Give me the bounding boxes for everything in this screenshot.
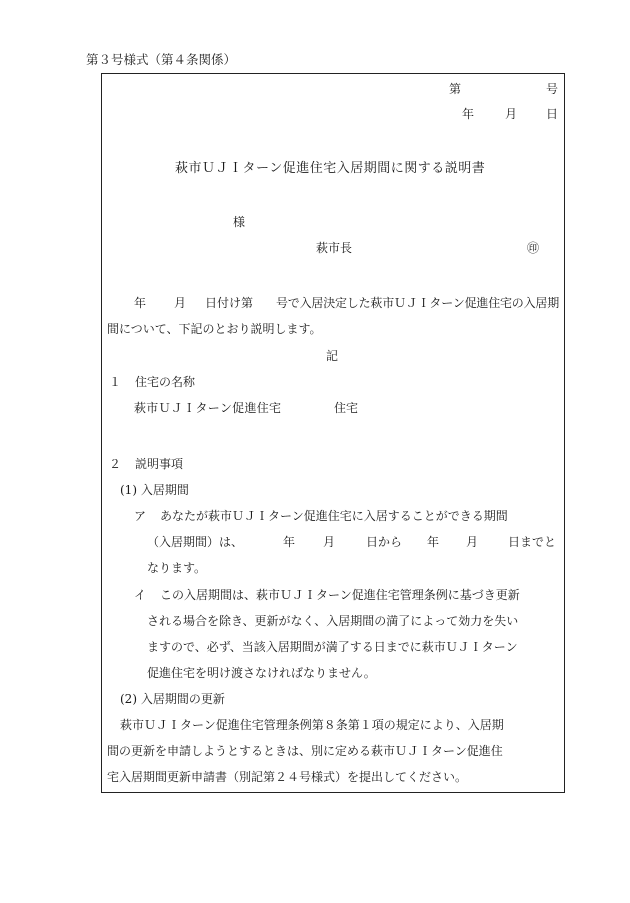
form-label: 第３号様式（第４条関係） — [86, 52, 237, 67]
sub1-label: (1) 入居期間 — [120, 483, 189, 497]
section1-heading: 住宅の名称 — [135, 375, 196, 389]
date-month: 月 — [505, 107, 518, 121]
section1-number: １ — [109, 375, 122, 389]
period-to-month: 月 — [466, 535, 479, 549]
item-a-line3: なります。 — [147, 561, 207, 575]
doc-number-prefix: 第 — [449, 82, 462, 96]
item-a-line2-start: （入居期間）は、 — [147, 535, 244, 549]
date-year: 年 — [462, 107, 475, 121]
addressee-suffix: 様 — [233, 215, 246, 229]
intro-text: 号で入居決定した萩市ＵＪＩターン促進住宅の入居期 — [276, 296, 559, 310]
date-day: 日 — [546, 107, 559, 121]
seal-mark: ㊞ — [527, 241, 540, 255]
item-i-line3: ますので、必ず、当該入居期間が満了する日までに萩市ＵＪＩターン — [147, 640, 518, 654]
document-frame — [101, 73, 565, 793]
renewal-line1: 萩市ＵＪＩターン促進住宅管理条例第８条第１項の規定により、入居期 — [120, 718, 504, 732]
housing-name: 萩市ＵＪＩターン促進住宅 — [134, 401, 282, 415]
renewal-line3: 宅入居期間更新申請書（別記第２４号様式）を提出してください。 — [107, 770, 468, 784]
item-a-line1: あなたが萩市ＵＪＩターン促進住宅に入居することができる期間 — [160, 509, 508, 523]
section2-number: ２ — [109, 457, 122, 471]
document-title: 萩市ＵＪＩターン促進住宅入居期間に関する説明書 — [175, 161, 486, 176]
period-from-month: 月 — [323, 535, 336, 549]
item-i-line1: この入居期間は、萩市ＵＪＩターン促進住宅管理条例に基づき更新 — [160, 588, 520, 602]
period-from-year: 年 — [283, 535, 296, 549]
intro-month: 月 — [174, 296, 187, 310]
renewal-line2: 間の更新を申請しようとするときは、別に定める萩市ＵＪＩターン促進住 — [107, 744, 503, 758]
period-to-day: 日までと — [508, 535, 557, 549]
ki-mark: 記 — [326, 349, 339, 363]
item-a-mark: ア — [134, 509, 147, 523]
sub2-label: (2) 入居期間の更新 — [120, 692, 225, 706]
issuer: 萩市長 — [316, 241, 353, 255]
item-i-line4: 促進住宅を明け渡さなければなりません。 — [147, 666, 376, 680]
period-to-year: 年 — [427, 535, 440, 549]
doc-number-suffix: 号 — [546, 82, 559, 96]
intro-dated: 日付け第 — [205, 296, 254, 310]
intro-line2: 間について、下記のとおり説明します。 — [107, 322, 322, 336]
section2-heading: 説明事項 — [135, 457, 184, 471]
item-i-mark: イ — [134, 588, 147, 602]
item-i-line2: される場合を除き、更新がなく、入居期間の満了によって効力を失い — [147, 614, 519, 628]
housing-name-suffix: 住宅 — [334, 401, 359, 415]
intro-year: 年 — [134, 296, 147, 310]
period-from-day: 日から — [366, 535, 403, 549]
